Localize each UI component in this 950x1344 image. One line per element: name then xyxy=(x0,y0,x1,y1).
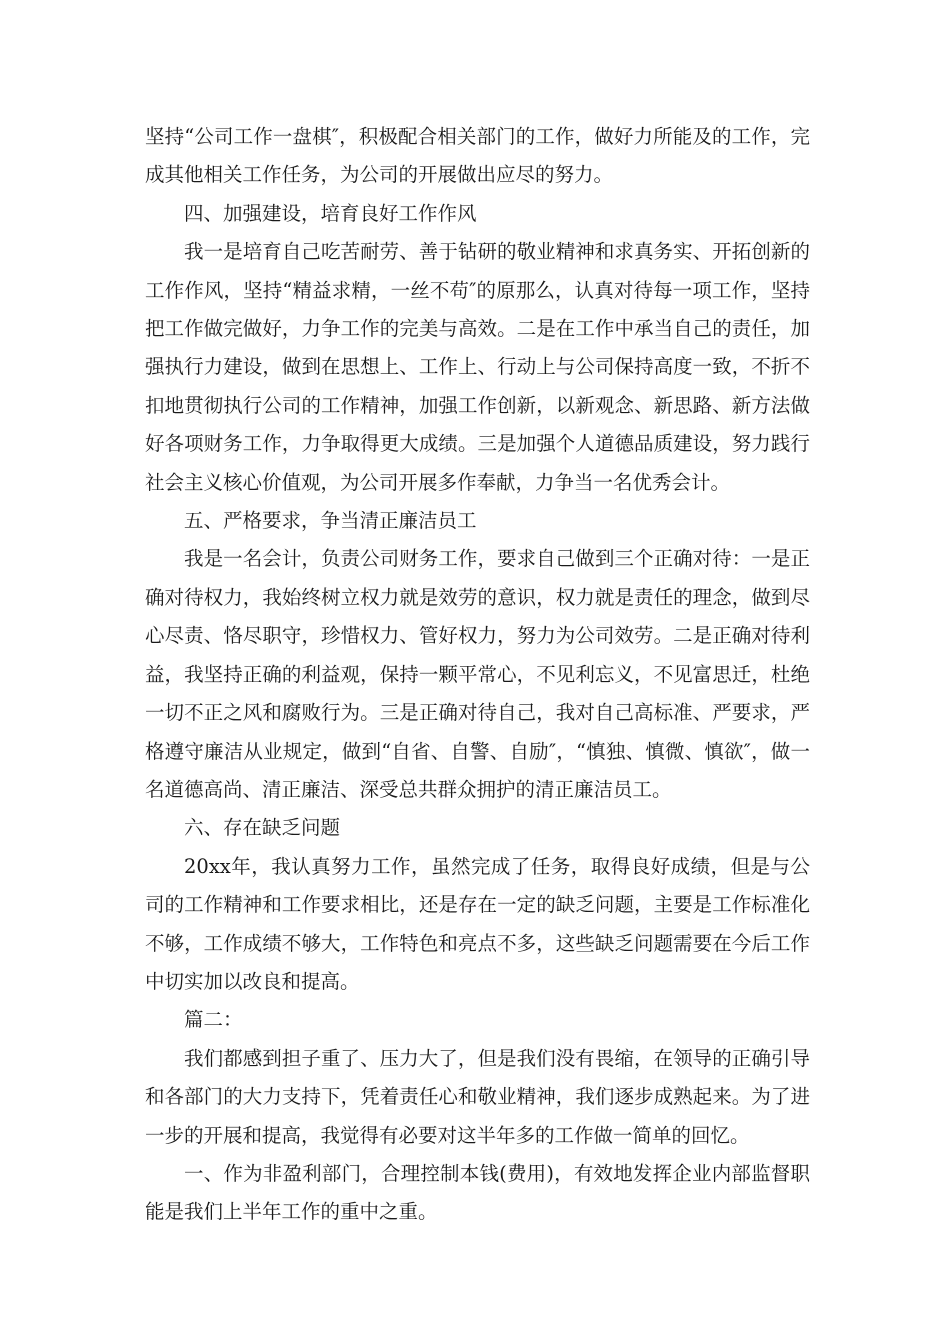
section-heading: 六、存在缺乏问题 xyxy=(184,816,341,840)
paragraph: 一、作为非盈利部门，合理控制本钱(费用)，有效地发挥企业内部监督职能是我们上半年工作的重中之重。 xyxy=(145,1161,810,1224)
section-heading: 五、严格要求，争当清正廉洁员工 xyxy=(184,509,477,533)
paragraph: 我是一名会计，负责公司财务工作，要求自己做到三个正确对待：一是正确对待权力，我始终树立权力就是效劳的意识，权力就是责任的理念，做到尽心尽责、恪尽职守，珍惜权力、管好权力，努力为公司效劳。二是正确对待利益，我坚持正确的利益观，保持一颗平常心，不见利忘义，不见富思迁，杜绝一切不正之风和腐败行为。三是正确对待自己，我对自己高标准、严要求，严格遵守廉洁从业规定，做到“自省、自警、自励″，“慎独、慎微、慎欲″，做一名道德高尚、清正廉洁、深受总共群众拥护的清正廉洁员工。 xyxy=(145,547,810,801)
section-heading: 篇二： xyxy=(184,1008,243,1032)
paragraph: 坚持“公司工作一盘棋″，积极配合相关部门的工作，做好力所能及的工作，完成其他相关工作任务，为公司的开展做出应尽的努力。 xyxy=(145,125,810,187)
paragraph: 我们都感到担子重了、压力大了，但是我们没有畏缩，在领导的正确引导和各部门的大力支持下，凭着责任心和敬业精神，我们逐步成熟起来。为了进一步的开展和提高，我觉得有必要对这半年多的工作做一简单的回忆。 xyxy=(145,1046,810,1147)
section-heading: 四、加强建设，培育良好工作作风 xyxy=(184,201,477,225)
paragraph: 20xx年，我认真努力工作，虽然完成了任务，取得良好成绩，但是与公司的工作精神和工作要求相比，还是存在一定的缺乏问题，主要是工作标准化不够，工作成绩不够大，工作特色和亮点不多，这些缺乏问题需要在今后工作中切实加以改良和提高。 xyxy=(145,854,810,993)
document-page xyxy=(145,118,810,1232)
paragraph: 我一是培育自己吃苦耐劳、善于钻研的敬业精神和求真务实、开拓创新的工作作风，坚持“精益求精，一丝不苟″的原那么，认真对待每一项工作，坚持把工作做完做好，力争工作的完美与高效。二是在工作中承当自己的责任，加强执行力建设，做到在思想上、工作上、行动上与公司保持高度一致，不折不扣地贯彻执行公司的工作精神，加强工作创新，以新观念、新思路、新方法做好各项财务工作，力争取得更大成绩。三是加强个人道德品质建设，努力践行社会主义核心价值观，为公司开展多作奉献，力争当一名优秀会计。 xyxy=(145,240,810,494)
